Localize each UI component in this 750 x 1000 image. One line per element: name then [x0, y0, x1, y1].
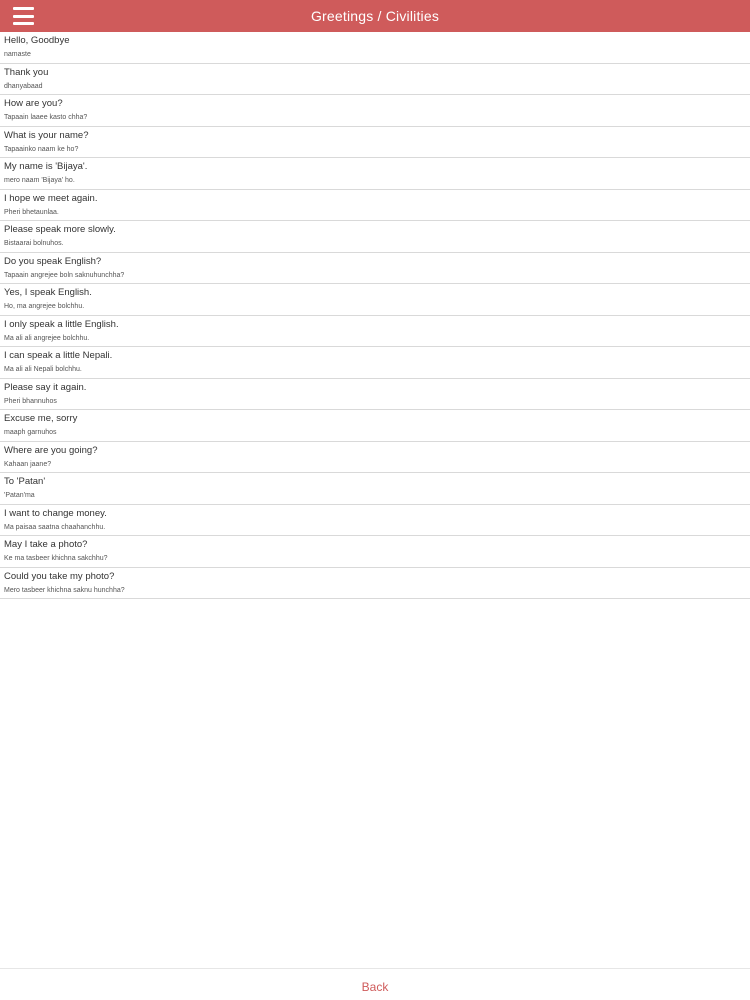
list-item[interactable]: [0, 505, 750, 537]
phrase-list: [0, 32, 750, 599]
list-item[interactable]: [0, 347, 750, 379]
phrase-nepali: Ma ali ali Nepali bolchhu.: [4, 366, 82, 373]
phrase-nepali: Tapaain angrejee boln saknuhunchha?: [4, 271, 125, 279]
phrase-english: May I take a photo?: [4, 539, 88, 550]
phrase-english: Thank you: [4, 66, 49, 78]
phrase-english: Please speak more slowly.: [4, 224, 116, 235]
phrase-english: Do you speak English?: [4, 255, 102, 267]
list-item[interactable]: [0, 253, 750, 285]
phrase-nepali: Kahaan jaane?: [4, 460, 52, 468]
list-item[interactable]: [0, 95, 750, 127]
list-item[interactable]: [0, 158, 750, 190]
list-item[interactable]: [0, 473, 750, 505]
menu-bar-bottom: [13, 22, 34, 25]
phrase-nepali: Bistaarai bolnuhos.: [4, 240, 64, 247]
phrase-english: Please say it again.: [4, 381, 87, 393]
phrase-nepali: Mero tasbeer khichna saknu hunchha?: [4, 586, 125, 594]
list-item[interactable]: [0, 442, 750, 474]
phrase-nepali: Pheri bhetaunlaa.: [4, 208, 59, 216]
phrase-english: Yes, I speak English.: [4, 287, 92, 298]
phrase-nepali: Tapaainko naam ke ho?: [4, 145, 79, 153]
phrase-english: I only speak a little English.: [4, 318, 119, 330]
phrase-nepali: namaste: [4, 51, 31, 58]
list-item[interactable]: [0, 568, 750, 600]
back-button[interactable]: Back: [362, 976, 389, 994]
bottom-toolbar: [0, 968, 750, 1000]
phrase-nepali: 'Patan'ma: [4, 492, 35, 499]
list-item[interactable]: [0, 64, 750, 96]
phrase-nepali: maaph garnuhos: [4, 429, 57, 436]
phrase-english: What is your name?: [4, 129, 89, 141]
list-item[interactable]: [0, 410, 750, 442]
phrase-nepali: mero naam 'Bijaya' ho.: [4, 177, 75, 184]
list-item[interactable]: [0, 32, 750, 64]
phrase-english: How are you?: [4, 98, 63, 109]
page-title: Greetings / Civilities: [310, 8, 440, 24]
phrase-nepali: Ma ali ali angrejee bolchhu.: [4, 334, 90, 342]
menu-bar-top: [13, 7, 34, 10]
hamburger-menu-icon[interactable]: [13, 7, 34, 25]
phrase-english: I want to change money.: [4, 507, 107, 519]
phrase-english: Hello, Goodbye: [4, 35, 70, 46]
list-item[interactable]: [0, 316, 750, 348]
phrase-english: I can speak a little Nepali.: [4, 350, 113, 361]
list-item[interactable]: [0, 190, 750, 222]
list-item[interactable]: [0, 127, 750, 159]
list-item[interactable]: [0, 379, 750, 411]
phrase-nepali: Ho, ma angrejee bolchhu.: [4, 303, 85, 310]
phrase-nepali: Ma paisaa saatna chaahanchhu.: [4, 523, 106, 531]
phrase-nepali: Ke ma tasbeer khichna sakchhu?: [4, 555, 108, 562]
list-item[interactable]: [0, 536, 750, 568]
phrase-english: I hope we meet again.: [4, 192, 98, 204]
phrase-english: To 'Patan': [4, 476, 46, 487]
phrase-english: Excuse me, sorry: [4, 413, 78, 424]
list-item[interactable]: [0, 221, 750, 253]
menu-bar-middle: [13, 15, 34, 18]
phrase-english: Could you take my photo?: [4, 570, 115, 582]
phrase-nepali: Tapaain laaee kasto chha?: [4, 114, 88, 121]
phrase-english: Where are you going?: [4, 444, 98, 456]
phrase-nepali: Pheri bhannuhos: [4, 397, 57, 405]
phrase-nepali: dhanyabaad: [4, 82, 43, 90]
nav-header: [0, 0, 750, 32]
list-item[interactable]: [0, 284, 750, 316]
phrase-english: My name is 'Bijaya'.: [4, 161, 88, 172]
